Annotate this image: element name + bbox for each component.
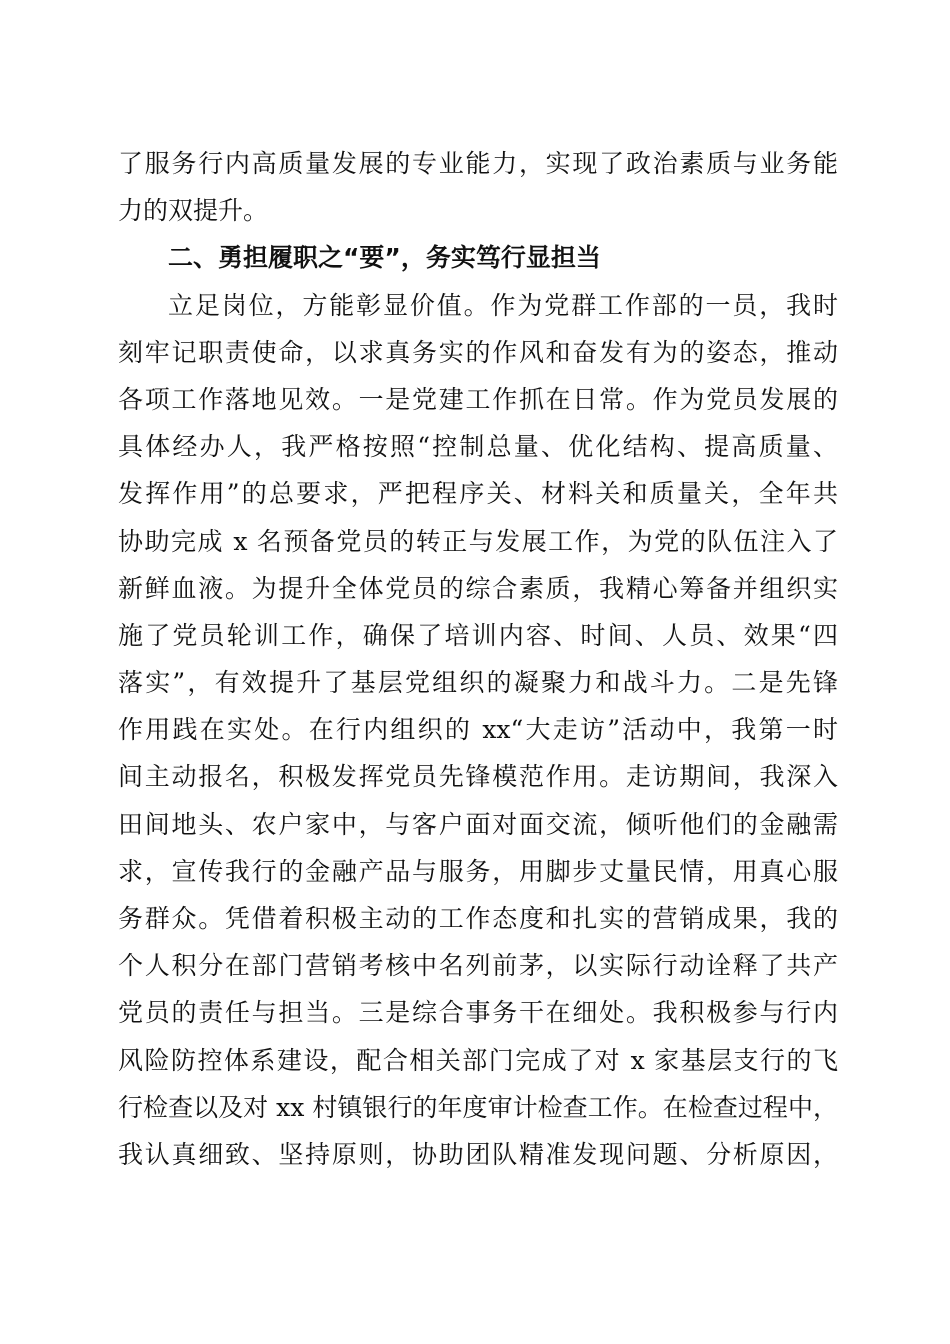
- paragraph-line: 刻牢记职责使命，以求真务实的作风和奋发有为的姿态，推动: [118, 337, 838, 367]
- paragraph-line: 我认真细致、坚持原则，协助团队精准发现问题、分析原因，: [118, 1139, 838, 1169]
- document-text: [118, 140, 838, 1178]
- paragraph-line: 具体经办人，我严格按照“控制总量、优化结构、提高质量、: [118, 432, 838, 462]
- paragraph-line: 行检查以及对 xx 村镇银行的年度审计检查工作。在检查过程中，: [118, 1092, 838, 1122]
- paragraph-line: 各项工作落地见效。一是党建工作抓在日常。作为党员发展的: [118, 384, 838, 414]
- paragraph-line: 新鲜血液。为提升全体党员的综合素质，我精心筹备并组织实: [118, 573, 838, 603]
- paragraph-line: 发挥作用”的总要求，严把程序关、材料关和质量关，全年共: [118, 479, 838, 509]
- paragraph-line: 间主动报名，积极发挥党员先锋模范作用。走访期间，我深入: [118, 762, 838, 792]
- paragraph-line: 立足岗位，方能彰显价值。作为党群工作部的一员，我时: [168, 290, 838, 320]
- paragraph-line: 作用践在实处。在行内组织的 xx“大走访”活动中，我第一时: [118, 715, 838, 745]
- intro-line: 力的双提升。: [118, 196, 269, 226]
- paragraph-line: 求，宣传我行的金融产品与服务，用脚步丈量民情，用真心服: [118, 856, 838, 886]
- paragraph-line: 党员的责任与担当。三是综合事务干在细处。我积极参与行内: [118, 998, 838, 1028]
- paragraph-line: 务群众。凭借着积极主动的工作态度和扎实的营销成果，我的: [118, 904, 838, 933]
- paragraph-line: 风险防控体系建设，配合相关部门完成了对 x 家基层支行的飞: [118, 1045, 838, 1075]
- paragraph-line: 个人积分在部门营销考核中名列前茅，以实际行动诠释了共产: [118, 951, 838, 981]
- paragraph-line: 施了党员轮训工作，确保了培训内容、时间、人员、效果“四: [118, 620, 838, 650]
- paragraph-line: 田间地头、农户家中，与客户面对面交流，倾听他们的金融需: [118, 809, 838, 839]
- paragraph-line: 协助完成 x 名预备党员的转正与发展工作，为党的队伍注入了: [118, 526, 838, 556]
- section-heading: 二、勇担履职之“要”，务实笃行显担当: [168, 243, 601, 273]
- intro-line: 了服务行内高质量发展的专业能力，实现了政治素质与业务能: [118, 149, 838, 178]
- paragraph-line: 落实”，有效提升了基层党组织的凝聚力和战斗力。二是先锋: [118, 668, 838, 698]
